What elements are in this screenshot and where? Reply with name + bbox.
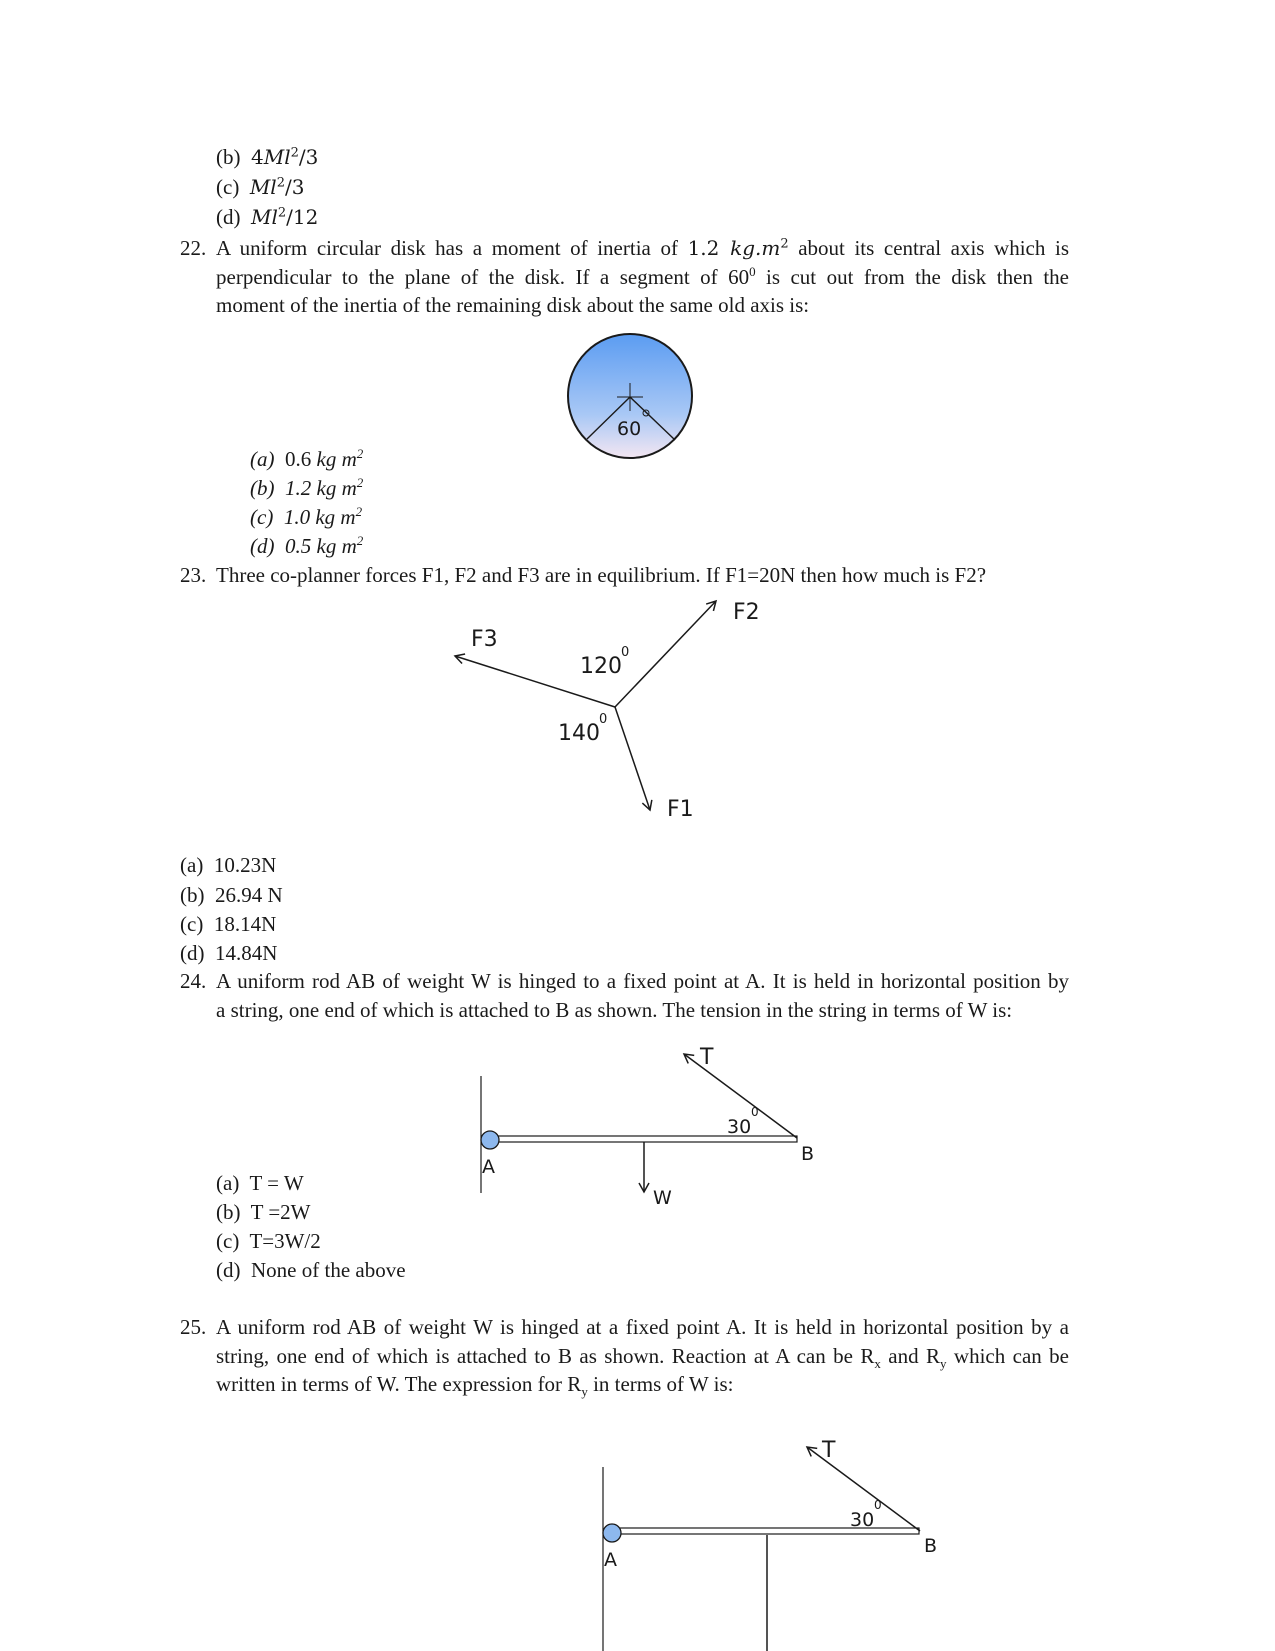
option-unit: kg m: [316, 534, 357, 558]
q25-text-line1: A uniform rod AB of weight W is hinged at a fixed point A. It is held in horizontal position by a: [216, 1315, 1069, 1339]
q24-option-d: [216, 1258, 406, 1282]
angle-label: 30: [727, 1116, 752, 1138]
math-var: Ml: [263, 145, 291, 169]
angle-label: 30: [850, 1509, 875, 1531]
b-label: B: [924, 1535, 938, 1557]
q25-text-line3: [216, 1372, 734, 1400]
option-value: 0.6: [285, 447, 317, 471]
option-value: 0.5: [285, 534, 317, 558]
degree-mark: 0: [621, 645, 630, 660]
hinge: [603, 1524, 621, 1542]
moi-unit: kg.m: [730, 236, 781, 260]
option-value: 14.84N: [215, 941, 278, 965]
option-value: T=3W/2: [249, 1229, 321, 1253]
option-label: (d): [216, 205, 241, 229]
q23-option-a: [180, 853, 276, 877]
option-label: (a): [180, 853, 204, 877]
q22-line1-part: about its central axis which is: [788, 236, 1069, 260]
q24-text-line2: a string, one end of which is attached to B as shown. The tension in the string in terms of W is:: [216, 998, 1013, 1022]
degree-mark: 0: [749, 264, 756, 279]
option-value: 1.0: [283, 505, 316, 529]
q24-option-c: [216, 1229, 321, 1253]
a-label: A: [482, 1156, 495, 1178]
q25-text-line2: [216, 1344, 1069, 1372]
option-label: (c): [216, 175, 240, 199]
angle-120-label: 120: [580, 654, 622, 679]
q25-line3-part: written in terms of W. The expression for R: [216, 1372, 582, 1396]
q22-option-a: [250, 447, 363, 471]
math-var: Ml: [251, 205, 278, 229]
option-label: (b): [180, 883, 205, 907]
exponent: 2: [290, 145, 299, 161]
option-label: (d): [180, 941, 205, 965]
q22-option-d: [250, 534, 363, 558]
denominator: /3: [284, 175, 305, 199]
rod: [492, 1136, 797, 1142]
subscript: y: [940, 1356, 947, 1372]
w-label: W: [653, 1187, 672, 1209]
q24-number: 24.: [180, 969, 207, 993]
option-label: (b): [216, 1200, 241, 1224]
q25-number: 25.: [180, 1315, 207, 1339]
option-label: (d): [216, 1258, 241, 1282]
option-label: (c): [180, 912, 204, 936]
hinge: [481, 1131, 499, 1149]
f2-label: F2: [733, 600, 760, 625]
option-label: (b): [250, 476, 275, 500]
q25-line3-part: in terms of W is:: [587, 1372, 734, 1396]
option-unit: kg m: [316, 476, 357, 500]
subscript: x: [874, 1356, 881, 1372]
t-label: T: [700, 1045, 714, 1070]
degree-mark: 0: [599, 712, 608, 727]
denominator: /3: [298, 145, 319, 169]
exponent: 2: [276, 175, 285, 191]
q22-line2-part: is cut out from the disk then the: [755, 265, 1069, 289]
coefficient: 4: [251, 145, 264, 169]
option-value: 26.94 N: [215, 883, 283, 907]
option-label: (c): [216, 1229, 240, 1253]
option-value: 10.23N: [213, 853, 277, 877]
q23-force-figure: [455, 600, 760, 822]
q24-option-a: [216, 1171, 304, 1195]
force-f1-arrow: [615, 707, 650, 810]
q22-disk-figure: [568, 334, 692, 458]
moi-exponent: 2: [780, 236, 789, 252]
q24-rod-figure: [481, 1045, 814, 1209]
option-exponent: 2: [356, 446, 364, 461]
force-f2-arrow: [615, 601, 716, 707]
degree-mark: 0: [874, 1498, 882, 1512]
q22-line1-part: A uniform circular disk has a moment of inertia of: [216, 236, 688, 260]
option-label: (b): [216, 145, 241, 169]
q22-option-b: [250, 476, 363, 500]
option-label: (a): [250, 447, 275, 471]
q25-rod-figure: [603, 1438, 937, 1651]
q24-text-line1: A uniform rod AB of weight W is hinged to a fixed point at A. It is held in horizontal position by: [216, 969, 1069, 993]
q23-option-d: [180, 941, 277, 965]
q22-text-line3: moment of the inertia of the remaining disk about the same old axis is:: [216, 293, 810, 317]
q22-option-c: [250, 505, 362, 529]
angle-label: 60: [617, 418, 642, 440]
option-value: 1.2: [285, 476, 317, 500]
q23-option-c: [180, 912, 276, 936]
option-exponent: 2: [356, 475, 364, 490]
option-exponent: 2: [355, 504, 363, 519]
option-label: (c): [250, 505, 274, 529]
option-value: None of the above: [251, 1258, 406, 1282]
q25-line2-part: and R: [880, 1344, 941, 1368]
math-var: Ml: [249, 175, 277, 199]
option-label: (d): [250, 534, 275, 558]
option-value: T =2W: [250, 1200, 311, 1224]
exponent: 2: [277, 205, 287, 221]
a-label: A: [604, 1549, 617, 1571]
q25-line2-part: which can be: [946, 1344, 1069, 1368]
f1-label: F1: [667, 797, 694, 822]
degree-mark: 0: [751, 1105, 759, 1119]
f3-label: F3: [471, 627, 498, 652]
b-label: B: [801, 1143, 815, 1165]
option-exponent: 2: [356, 533, 364, 548]
option-label: (a): [216, 1171, 240, 1195]
q23-option-b: [180, 883, 283, 907]
t-label: T: [822, 1438, 836, 1463]
option-value: T = W: [249, 1171, 304, 1195]
option-unit: kg m: [315, 505, 356, 529]
subscript: y: [581, 1384, 588, 1400]
q22-line2-part: perpendicular to the plane of the disk. If a segment of 60: [216, 265, 750, 289]
q24-option-b: [216, 1200, 311, 1224]
q23-text: Three co-planner forces F1, F2 and F3 are in equilibrium. If F1=20N then how much is F2?: [216, 563, 987, 587]
moi-value: 1.2: [687, 236, 731, 260]
option-value: 18.14N: [213, 912, 277, 936]
angle-140-label: 140: [558, 721, 600, 746]
q23-number: 23.: [180, 563, 207, 587]
denominator: /12: [286, 205, 319, 229]
option-unit: kg m: [316, 447, 357, 471]
q25-line2-part: string, one end of which is attached to B as shown. Reaction at A can be R: [216, 1344, 875, 1368]
q22-number: 22.: [180, 236, 207, 260]
